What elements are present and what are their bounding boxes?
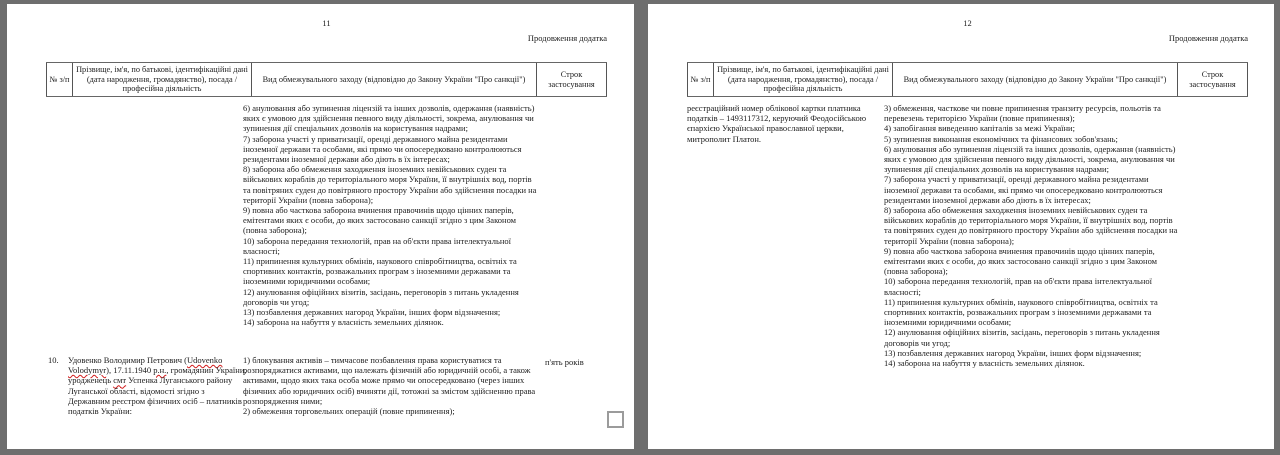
measure-item: 5) зупинення виконання економічних та фінансових зобов'язань; [884, 133, 1118, 144]
header-col-person: Прізвище, ім'я, по батькові, ідентифікаційні дані (дата народження, громадянство), посада / професійна діяльність [713, 63, 892, 96]
header-col-number: № з/п [46, 63, 72, 96]
measure-item: 13) позбавлення державних нагород України, інших форм відзначення; [884, 347, 1142, 358]
measure-item: 11) припинення культурних обмінів, наукового співробітництва, освітніх та спортивних контактів, розважальних програм з іноземними державами та іноземними юридичними особами; [884, 296, 1158, 328]
carryover-measures-list [884, 103, 1182, 368]
measure-item: 7) заборона участі у приватизації, оренді державного майна резидентами іноземної держави та особами, які прямо чи опосередковано контролюються резидентами іноземної держави або діють в їх інтересах; [243, 133, 522, 165]
text-segment: Успенка Луганського району Луганської області, відомості згідно з Державним реєстром фізичних осіб – платників податків України: [68, 375, 242, 417]
continuation-label: Продовження додатка [1168, 33, 1248, 43]
header-col-person: Прізвище, ім'я, по батькові, ідентифікаційні дані (дата народження, громадянство), посада / професійна діяльність [72, 63, 251, 96]
misspelled-text: Volodymyr [68, 365, 107, 376]
misspelled-text: смт [113, 375, 127, 386]
measure-item: 3) обмеження, часткове чи повне припинення транзиту ресурсів, польотів та перевезень територією України (повне припинення); [884, 103, 1161, 124]
carryover-measures-list [243, 103, 541, 327]
entry-person-name [68, 355, 248, 416]
text-segment: ), 17.11.1940 [106, 365, 154, 376]
document-page-12 [648, 4, 1274, 449]
text-segment: , громадянин України, уродженець [68, 365, 247, 386]
measure-item: 6) анулювання або зупинення ліцензій та інших дозволів, одержання (наявність) яких є умовою для здійснення певного виду діяльності, зокрема, анулювання чи зупинення дії спеціальних дозволів на користування надрами; [884, 143, 1176, 175]
misspelled-text: Udovenko [187, 355, 223, 365]
measure-item: 13) позбавлення державних нагород України, інших форм відзначення; [243, 307, 501, 318]
misspelled-text: р.н. [153, 365, 167, 376]
measure-item: 12) анулювання офіційних візитів, засідань, переговорів з питань укладення договорів чи угод; [243, 286, 519, 307]
measure-item: 9) повна або часткова заборона вчинення правочинів щодо цінних паперів, емітентами яких є особи, до яких застосовано санкції згідно з цим Законом (повна заборона); [884, 245, 1158, 277]
measure-item: 9) повна або часткова заборона вчинення правочинів щодо цінних паперів, емітентами яких є особи, до яких застосовано санкції згідно з цим Законом (повна заборона); [243, 205, 517, 236]
header-col-term: Строк застосування [1177, 63, 1248, 96]
entry-term: п'ять років [545, 357, 584, 367]
measure-item: 12) анулювання офіційних візитів, засідань, переговорів з питань укладення договорів чи угод; [884, 327, 1160, 348]
measure-item: 8) заборона або обмеження заходження іноземних невійськових суден та військових кораблів до територіального моря України, її внутрішніх вод, портів та повітряних суден до повітряного простору України або здійснення посадки на території України (повна заборона); [884, 205, 1178, 246]
header-col-measure: Вид обмежувального заходу (відповідно до Закону України "Про санкції") [892, 63, 1177, 96]
table-header [46, 62, 607, 97]
continuation-label: Продовження додатка [527, 33, 607, 43]
entry-number: 10. [48, 355, 59, 365]
measure-item: 6) анулювання або зупинення ліцензій та інших дозволів, одержання (наявність) яких є умовою для здійснення певного виду діяльності, зокрема, анулювання чи зупинення дії спеціальних дозволів на користування надрами; [243, 103, 535, 134]
measure-item: 8) заборона або обмеження заходження іноземних невійськових суден та військових кораблів до територіального моря України, її внутрішніх вод, портів та повітряних суден до повітряного простору України або здійснення посадки на території України (повна заборона); [243, 164, 537, 205]
measure-item: 14) заборона на набуття у власність земельних ділянок. [243, 317, 444, 328]
measure-item: 11) припинення культурних обмінів, наукового співробітництва, освітніх та спортивних контактів, розважальних програм з іноземними державами та іноземними юридичними особами; [243, 256, 517, 287]
entry-measures-list [243, 355, 545, 416]
measure-item: 10) заборона передання технологій, прав на об'єкти права інтелектуальної власності; [243, 235, 512, 256]
measure-item: 1) блокування активів – тимчасове позбавлення права користуватися та розпоряджатися активами, що належать фізичній або юридичній особі, а також активами, щодо яких така особа може прямо чи опосередковано (через інших фізичних або юридичних осіб) вчиняти дії, тотожні за змістом здійсненню права розпорядження ними; [243, 355, 536, 406]
measure-item: 4) запобігання виведенню капіталів за межі України; [884, 123, 1075, 134]
carryover-person-info: реєстраційний номер облікової картки платника податків – 1493117312, керуючий Феодосійською єпархією Української православної церкви, митрополит Платон. [687, 103, 867, 144]
header-col-number: № з/п [687, 63, 713, 96]
measure-item: 7) заборона участі у приватизації, оренді державного майна резидентами іноземної держави та особами, які прямо чи опосередковано контролюються резидентами іноземної держави або діють в їх інтересах; [884, 174, 1163, 205]
measure-item: 14) заборона на набуття у власність земельних ділянок. [884, 358, 1085, 369]
text-segment: Удовенко Володимир Петрович ( [68, 355, 188, 365]
header-col-measure: Вид обмежувального заходу (відповідно до Закону України "Про санкції") [251, 63, 536, 96]
measure-item: 10) заборона передання технологій, прав на об'єкти права інтелектуальної власності; [884, 276, 1153, 297]
object-anchor-square [607, 411, 624, 428]
measure-item: 2) обмеження торговельних операцій (повне припинення); [243, 406, 455, 417]
header-col-term: Строк застосування [536, 63, 607, 96]
page-number: 12 [963, 18, 972, 28]
page-number: 11 [322, 18, 331, 28]
document-page-11 [7, 4, 634, 449]
table-header [687, 62, 1248, 97]
